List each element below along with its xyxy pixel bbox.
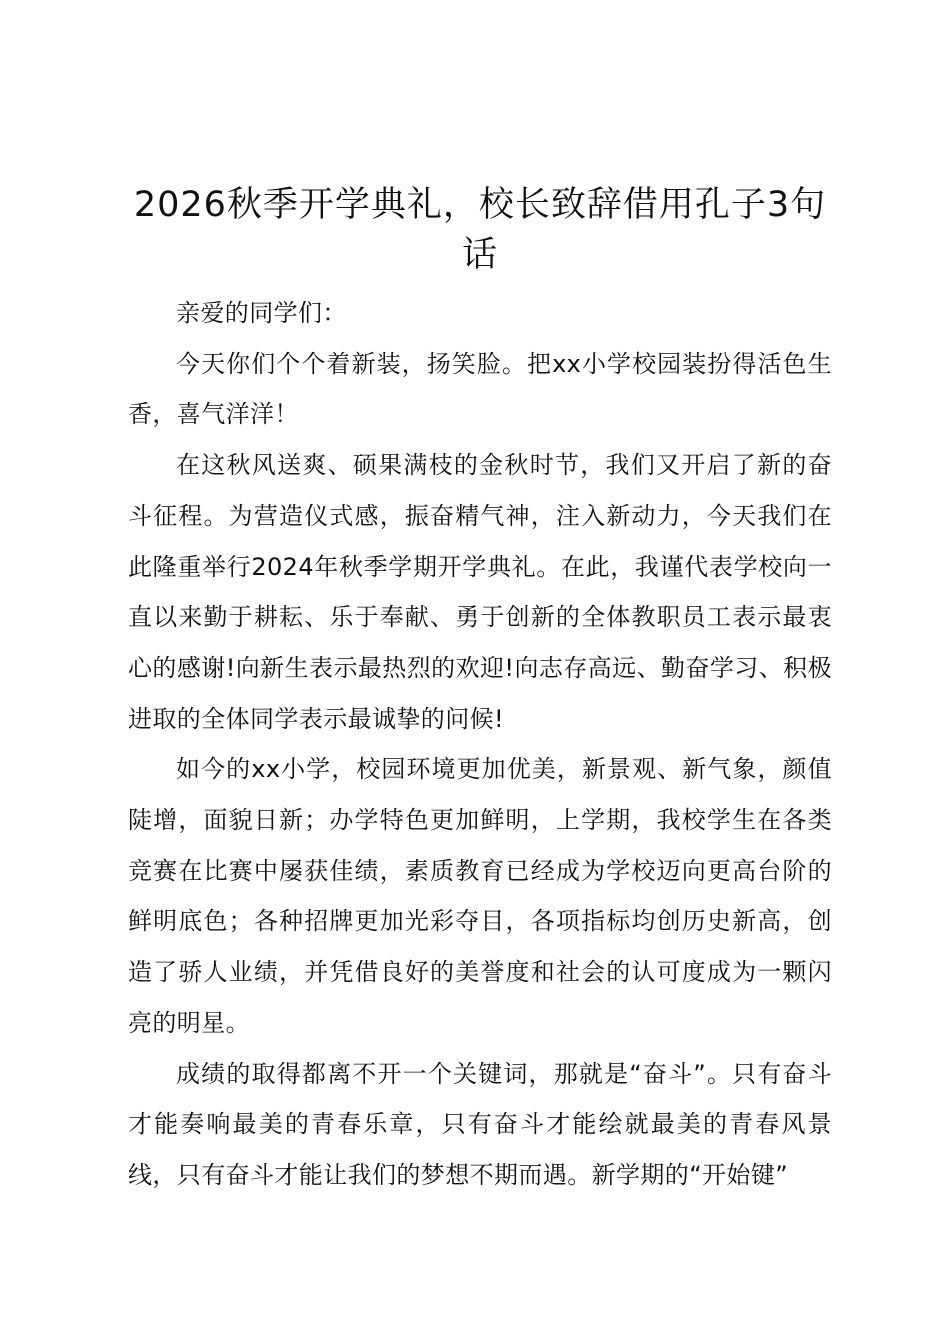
salutation-paragraph: 亲爱的同学们： [176, 299, 347, 327]
body-paragraph: 在这秋风送爽、硕果满枝的金秋时节，我们又开启了新的奋斗征程。为营造仪式感，振奋精气神，注入新动力，今天我们在此隆重举行2024年秋季学期开学典礼。在此，我谨代表学校向一直以来勤于耕耘、乐于奉献、勇于创新的全体教职员工表示最衷心的感谢!向新生表示最热烈的欢迎!向志存高远、勤奋学习、积极进取的全体同学表示最诚挚的问候! [128, 451, 832, 733]
document-page [128, 180, 832, 1201]
body-paragraph: 成绩的取得都离不开一个关键词，那就是“奋斗”。只有奋斗才能奏响最美的青春乐章，只有奋斗才能绘就最美的青春风景线，只有奋斗才能让我们的梦想不期而遇。新学期的“开始键” [128, 1059, 832, 1189]
document-title: 2026秋季开学典礼，校长致辞借用孔子3句话 [133, 185, 827, 275]
body-paragraph: 如今的xx小学，校园环境更加优美，新景观、新气象，颜值陡增，面貌日新；办学特色更加鲜明，上学期，我校学生在各类竞赛在比赛中屡获佳绩，素质教育已经成为学校迈向更高台阶的鲜明底色；各种招牌更加光彩夺目，各项指标均创历史新高，创造了骄人业绩，并凭借良好的美誉度和社会的认可度成为一颗闪亮的明星。 [128, 755, 832, 1037]
body-paragraph: 今天你们个个着新装，扬笑脸。把xx小学校园装扮得活色生香，喜气洋洋！ [128, 349, 832, 429]
